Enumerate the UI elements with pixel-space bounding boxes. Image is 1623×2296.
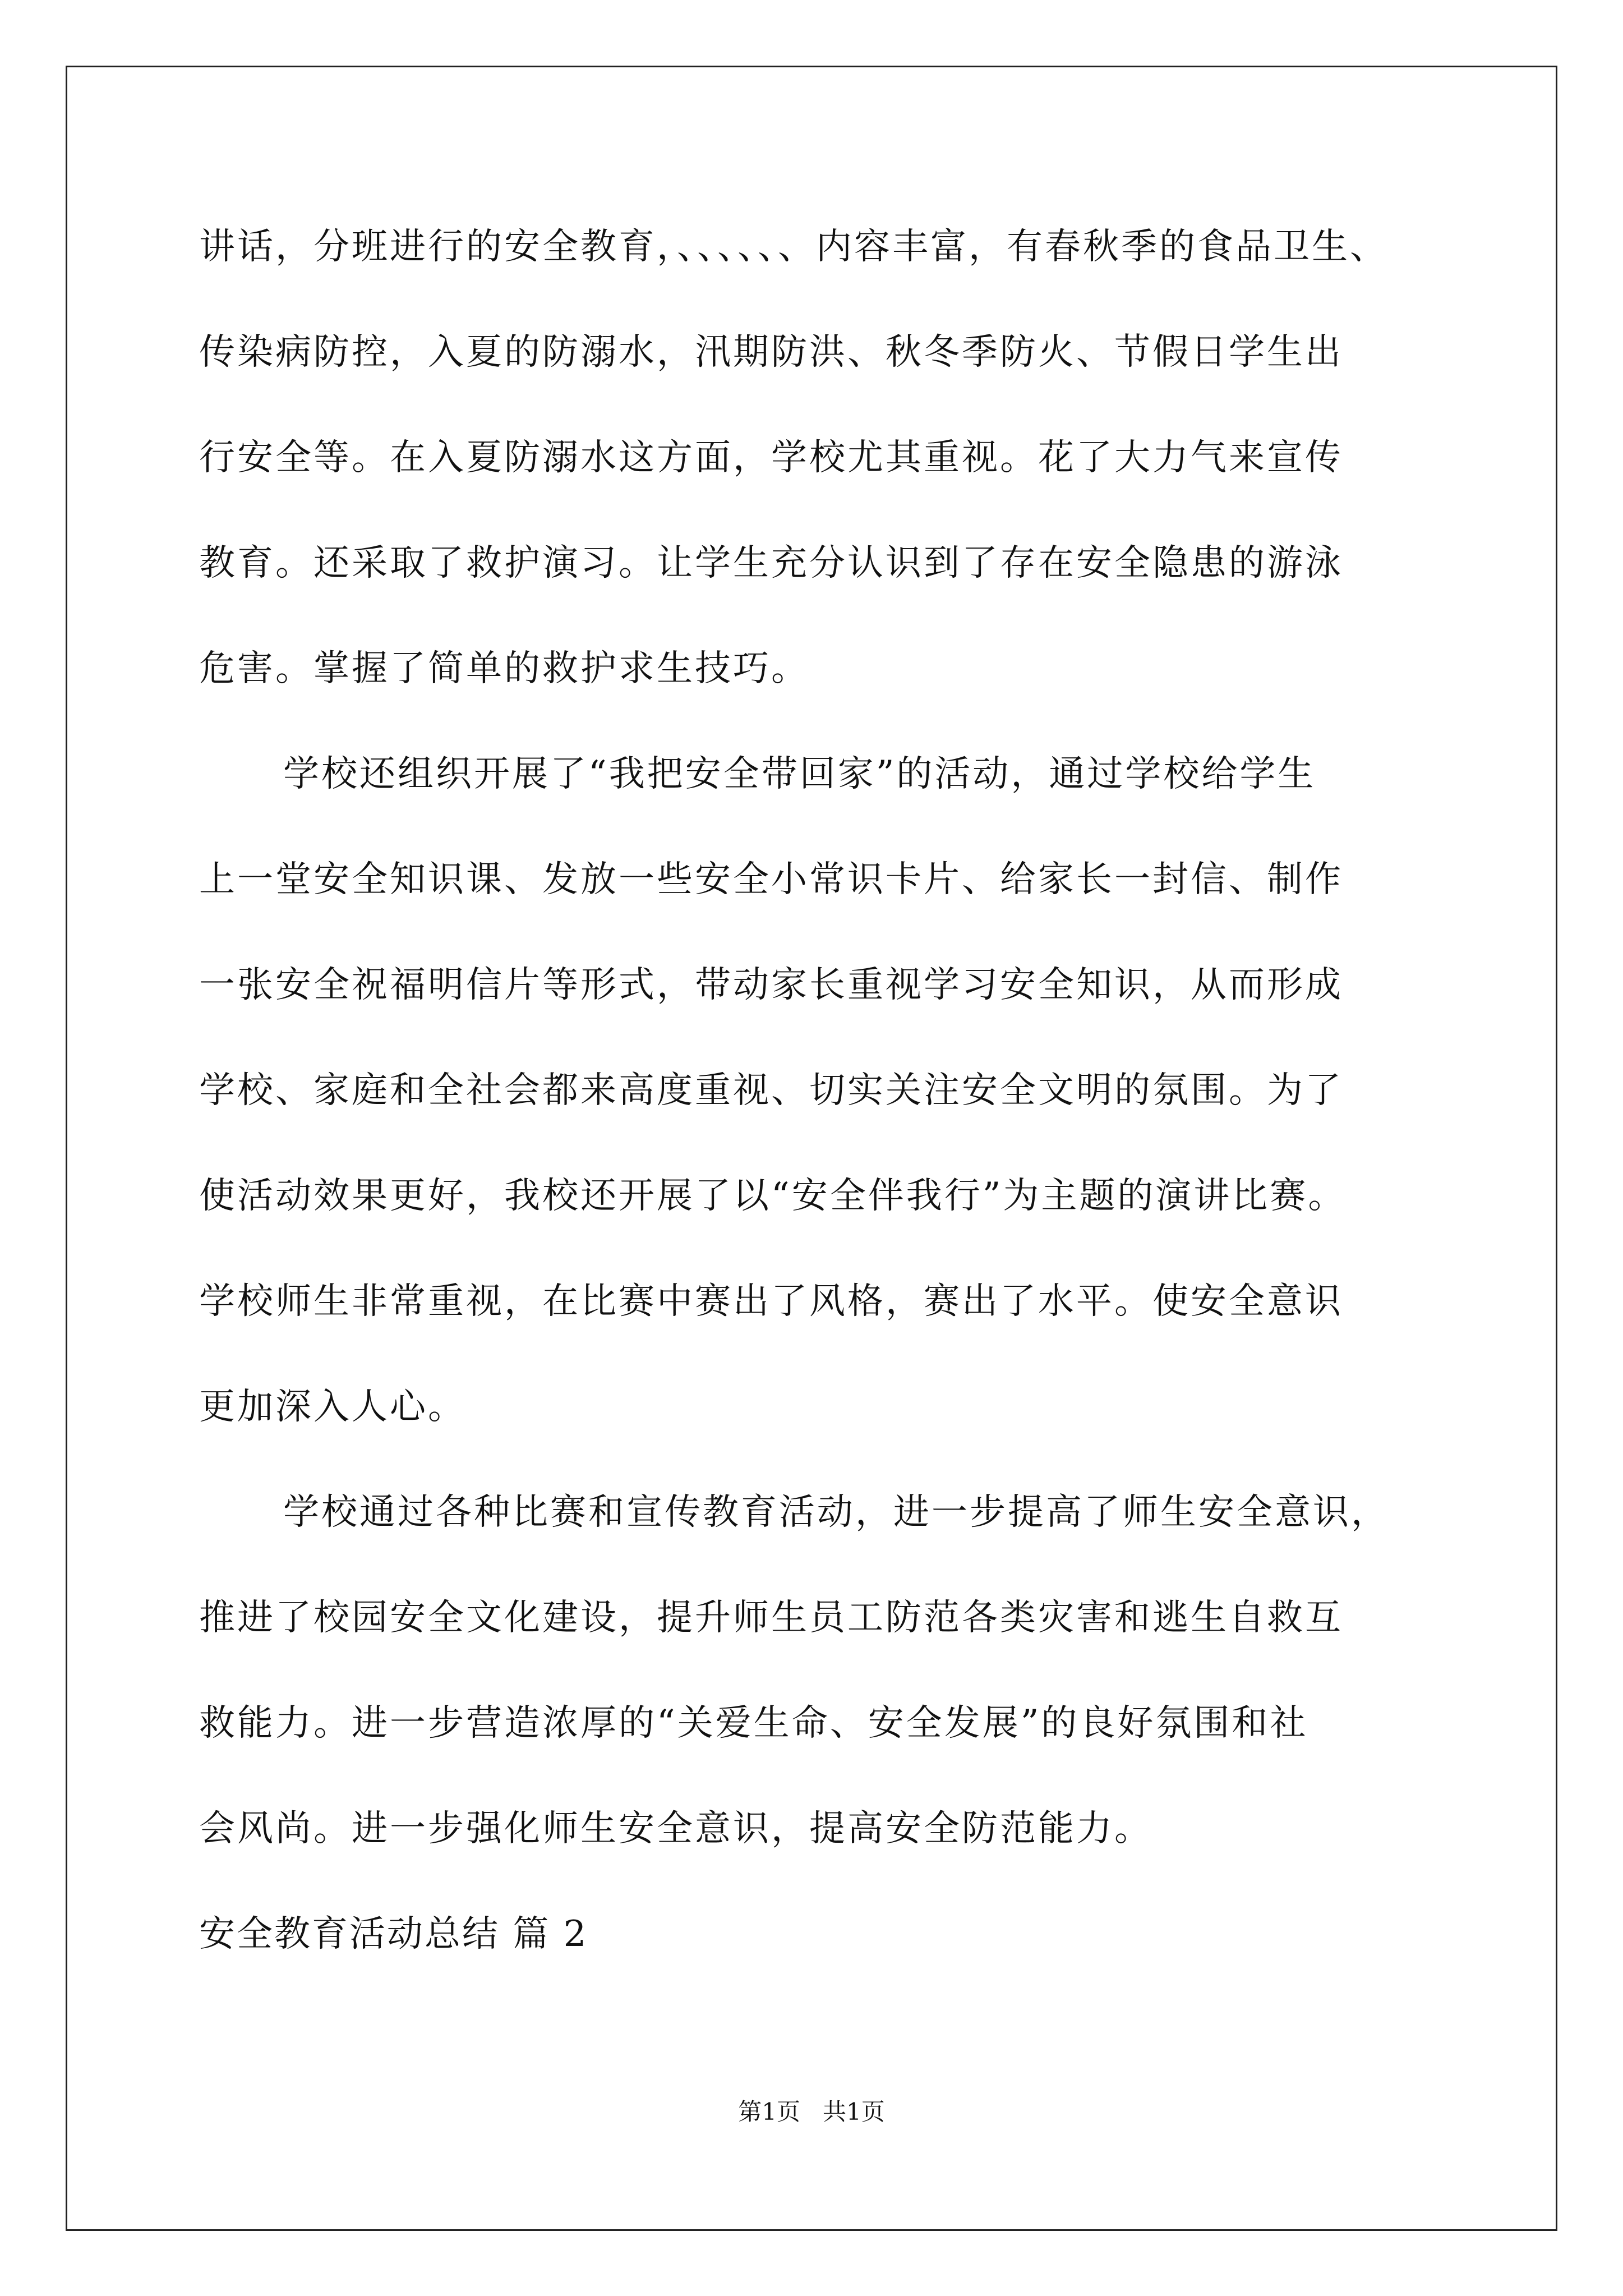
document-body (199, 202, 1433, 1995)
text-line: 传染病防控，入夏的防溺水，汛期防洪、秋冬季防火、节假日学生出 (199, 332, 1343, 373)
section-heading: 安全教育活动总结 篇 2 (199, 1913, 588, 1955)
text-line: 一张安全祝福明信片等形式，带动家长重视学习安全知识，从而形成 (199, 964, 1343, 1006)
text-line: 危害。掌握了简单的救护求生技巧。 (199, 648, 809, 689)
text-line: 行安全等。在入夏防溺水这方面，学校尤其重视。花了大力气来宣传 (199, 437, 1343, 478)
paragraph-first-line: 学校还组织开展了“我把安全带回家”的活动，通过学校给学生 (283, 753, 1316, 795)
text-line: 使活动效果更好，我校还开展了以“安全伴我行”为主题的演讲比赛。 (199, 1175, 1347, 1217)
text-line: 讲话，分班进行的安全教育，、、、、、、内容丰富，有春秋季的食品卫生、 (199, 226, 1388, 268)
text-line: 会风尚。进一步强化师生安全意识，提高安全防范能力。 (199, 1808, 1152, 1849)
page-number-footer: 第1页 共1页 (738, 2098, 885, 2125)
text-line: 上一堂安全知识课、发放一些安全小常识卡片、给家长一封信、制作 (199, 859, 1343, 900)
paragraph-first-line: 学校通过各种比赛和宣传教育活动，进一步提高了师生安全意识， (283, 1492, 1389, 1533)
text-line: 救能力。进一步营造浓厚的“关爱生命、安全发展”的良好氛围和社 (199, 1703, 1308, 1744)
text-line: 学校师生非常重视，在比赛中赛出了风格，赛出了水平。使安全意识 (199, 1281, 1343, 1322)
text-line: 推进了校园安全文化建设，提升师生员工防范各类灾害和逃生自救互 (199, 1597, 1343, 1639)
text-line: 学校、家庭和全社会都来高度重视、切实关注安全文明的氛围。为了 (199, 1070, 1343, 1111)
text-line: 更加深入人心。 (199, 1386, 466, 1428)
text-line: 教育。还采取了救护演习。让学生充分认识到了存在安全隐患的游泳 (199, 542, 1343, 584)
